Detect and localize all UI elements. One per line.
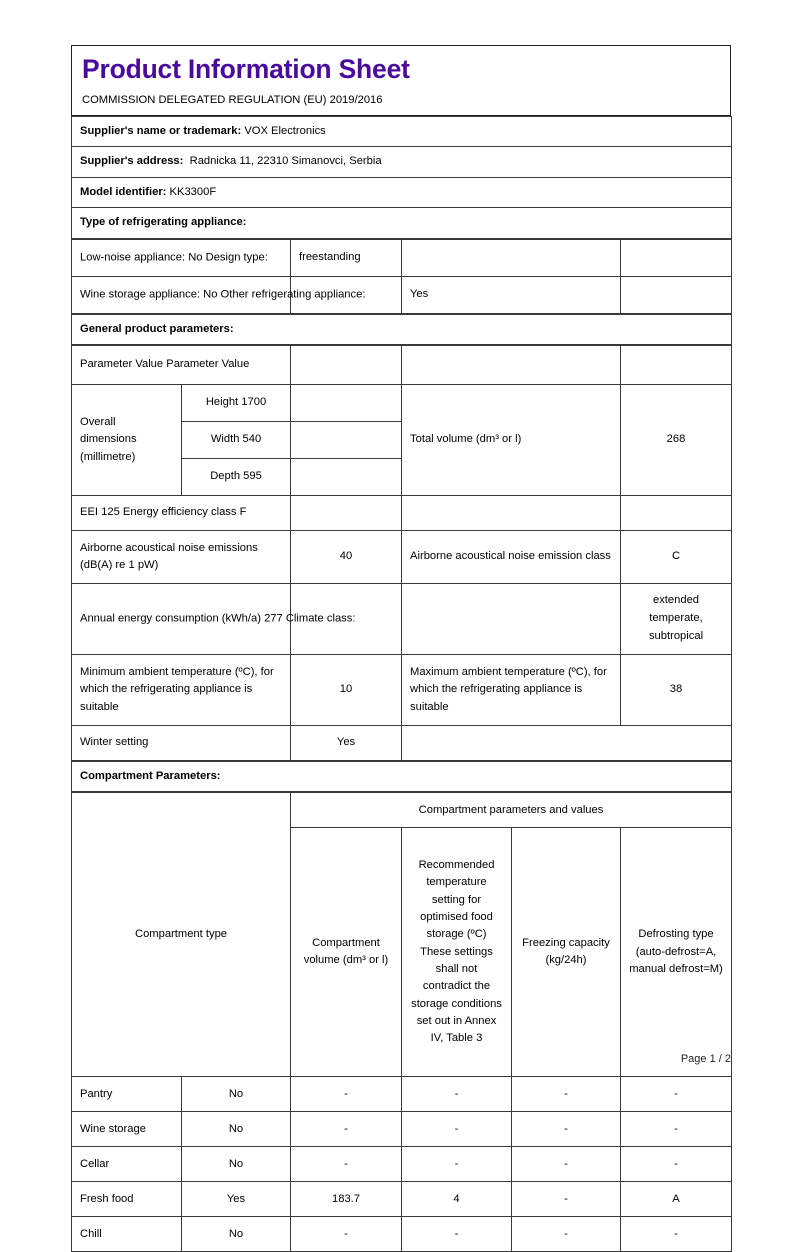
dimension-width-name: Width bbox=[210, 433, 240, 446]
compartment-row-present: No bbox=[182, 1112, 291, 1147]
table-row bbox=[72, 530, 732, 583]
compartment-row-type: Cellar bbox=[72, 1147, 182, 1182]
freezing-capacity-header: Freezing capacity (kg/24h) bbox=[512, 828, 621, 1077]
table-row bbox=[72, 239, 732, 276]
dimension-height-name: Height bbox=[205, 396, 239, 409]
compartment-row-type: Wine storage bbox=[72, 1112, 182, 1147]
max-ambient-temperature-value: 38 bbox=[621, 654, 732, 725]
noise-emissions-value: 40 bbox=[291, 530, 402, 583]
supplier-address-label: Supplier's address: bbox=[80, 155, 184, 168]
compartment-table bbox=[71, 792, 732, 1252]
model-identifier-cell bbox=[72, 177, 732, 207]
appliance-type-empty-cell-2 bbox=[621, 239, 732, 276]
climate-class-empty-2 bbox=[402, 583, 621, 654]
compartment-row-temperature: - bbox=[402, 1112, 512, 1147]
general-parameters-heading: General product parameters: bbox=[72, 314, 732, 344]
appliance-type-heading: Type of refrigerating appliance: bbox=[72, 208, 732, 238]
climate-class-value: extended temperate, subtropical bbox=[621, 583, 732, 654]
design-type-value-cell: freestanding bbox=[291, 239, 402, 276]
dimension-width-cell bbox=[182, 421, 291, 458]
eei-empty-3 bbox=[621, 495, 732, 530]
winter-setting-empty bbox=[402, 725, 732, 760]
compartment-volume-header: Compartment volume (dm³ or l) bbox=[291, 828, 402, 1077]
table-row bbox=[72, 761, 732, 791]
table-row bbox=[72, 384, 732, 421]
compartment-row-temperature: - bbox=[402, 1217, 512, 1252]
general-parameters-heading-table bbox=[71, 314, 732, 345]
recommended-temperature-header: Recommended temperature setting for optimised food storage (ºC) These settings shall not contradict the storage conditions set out in Annex IV, Table 3 bbox=[402, 828, 512, 1077]
page-footer: Page 1 / 2 bbox=[680, 1053, 731, 1065]
appliance-type-empty-cell-1 bbox=[402, 239, 621, 276]
table-row bbox=[72, 495, 732, 530]
compartment-row-present: Yes bbox=[182, 1182, 291, 1217]
compartment-row-freezing: - bbox=[512, 1217, 621, 1252]
table-row bbox=[72, 345, 732, 384]
compartment-row-freezing: - bbox=[512, 1112, 621, 1147]
compartment-row-present: No bbox=[182, 1217, 291, 1252]
compartment-row-defrosting: - bbox=[621, 1147, 732, 1182]
compartment-row-present: No bbox=[182, 1147, 291, 1182]
table-row bbox=[72, 1182, 732, 1217]
max-ambient-temperature-label: Maximum ambient temperature (ºC), for which the refrigerating appliance is suitable bbox=[402, 654, 621, 725]
table-row bbox=[72, 1112, 732, 1147]
supplier-address-value: Radnicka 11, 22310 Simanovci, Serbia bbox=[189, 155, 382, 168]
title-block bbox=[71, 45, 731, 116]
dimension-height-value: 1700 bbox=[241, 396, 267, 409]
annual-energy-consumption-text: Annual energy consumption (kWh/a) 277 Climate class: bbox=[80, 612, 356, 625]
supplier-table bbox=[71, 116, 732, 238]
table-row bbox=[72, 117, 732, 147]
compartment-row-volume: - bbox=[291, 1112, 402, 1147]
compartment-row-defrosting: - bbox=[621, 1112, 732, 1147]
table-row bbox=[72, 177, 732, 207]
dimension-depth-name: Depth bbox=[210, 470, 241, 483]
param-header-empty-2 bbox=[402, 345, 621, 384]
wine-storage-other-appliance-cell bbox=[72, 276, 366, 313]
overall-dimensions-label: Overall dimensions (millimetre) bbox=[72, 384, 182, 495]
eei-empty-2 bbox=[402, 495, 621, 530]
compartment-row-volume: - bbox=[291, 1077, 402, 1112]
parameter-value-header: Parameter Value Parameter Value bbox=[72, 345, 291, 384]
compartment-row-temperature: - bbox=[402, 1077, 512, 1112]
table-row bbox=[72, 1077, 732, 1112]
dimension-depth-cell bbox=[182, 458, 291, 495]
dimension-height-empty bbox=[291, 384, 402, 421]
page-title: Product Information Sheet bbox=[82, 54, 410, 84]
noise-emissions-label: Airborne acoustical noise emissions (dB(A) re 1 pW) bbox=[72, 530, 291, 583]
low-noise-design-type-cell bbox=[72, 239, 291, 276]
compartment-row-defrosting: - bbox=[621, 1217, 732, 1252]
noise-class-value: C bbox=[621, 530, 732, 583]
compartment-heading-table bbox=[71, 761, 732, 792]
min-ambient-temperature-label: Minimum ambient temperature (ºC), for which the refrigerating appliance is suitable bbox=[72, 654, 291, 725]
table-row bbox=[72, 276, 732, 313]
compartment-row-freezing: - bbox=[512, 1077, 621, 1112]
eei-energy-class-cell: EEI 125 Energy efficiency class F bbox=[72, 495, 291, 530]
table-row bbox=[72, 1217, 732, 1252]
compartment-row-type: Pantry bbox=[72, 1077, 182, 1112]
winter-setting-label: Winter setting bbox=[72, 725, 291, 760]
regulation-subtitle: COMMISSION DELEGATED REGULATION (EU) 2019/2016 bbox=[82, 93, 383, 106]
supplier-name-cell bbox=[72, 117, 732, 147]
general-parameters-table bbox=[71, 345, 732, 761]
param-header-empty-1 bbox=[291, 345, 402, 384]
compartment-row-defrosting: - bbox=[621, 1077, 732, 1112]
supplier-name-value: VOX Electronics bbox=[244, 125, 326, 138]
table-row bbox=[72, 583, 732, 654]
compartment-row-freezing: - bbox=[512, 1182, 621, 1217]
eei-empty-1 bbox=[291, 495, 402, 530]
table-row bbox=[72, 654, 732, 725]
supplier-name-label: Supplier's name or trademark: bbox=[80, 125, 242, 138]
compartment-row-temperature: 4 bbox=[402, 1182, 512, 1217]
table-row bbox=[72, 314, 732, 344]
param-header-empty-3 bbox=[621, 345, 732, 384]
compartment-row-present: No bbox=[182, 1077, 291, 1112]
product-information-sheet bbox=[71, 45, 731, 1252]
dimension-depth-value: 595 bbox=[243, 470, 262, 483]
dimension-width-value: 540 bbox=[242, 433, 262, 446]
dimension-depth-empty bbox=[291, 458, 402, 495]
compartment-row-defrosting: A bbox=[621, 1182, 732, 1217]
table-row bbox=[72, 1147, 732, 1182]
table-row bbox=[72, 725, 732, 760]
compartment-type-header: Compartment type bbox=[72, 793, 291, 1077]
appliance-type-table bbox=[71, 239, 732, 314]
other-appliance-value-cell: Yes bbox=[402, 276, 621, 313]
compartment-row-volume: - bbox=[291, 1217, 402, 1252]
supplier-address-cell bbox=[72, 147, 732, 177]
compartment-row-volume: 183.7 bbox=[291, 1182, 402, 1217]
appliance-type-empty-cell-3 bbox=[621, 276, 732, 313]
total-volume-value: 268 bbox=[621, 384, 732, 495]
compartment-row-volume: - bbox=[291, 1147, 402, 1182]
annual-energy-consumption-cell bbox=[72, 583, 356, 654]
low-noise-design-type-text: Low-noise appliance: No Design type: bbox=[80, 250, 268, 263]
table-row bbox=[72, 793, 732, 828]
model-identifier-value: KK3300F bbox=[169, 185, 217, 198]
noise-class-label: Airborne acoustical noise emission class bbox=[402, 530, 621, 583]
compartment-row-type: Chill bbox=[72, 1217, 182, 1252]
table-row bbox=[72, 147, 732, 177]
compartment-row-freezing: - bbox=[512, 1147, 621, 1182]
compartment-row-temperature: - bbox=[402, 1147, 512, 1182]
compartment-row-type: Fresh food bbox=[72, 1182, 182, 1217]
total-volume-label: Total volume (dm³ or l) bbox=[402, 384, 621, 495]
defrosting-type-header: Defrosting type (auto-defrost=A, manual defrost=M) bbox=[621, 828, 732, 1077]
compartment-group-header: Compartment parameters and values bbox=[291, 793, 732, 828]
table-row bbox=[72, 208, 732, 238]
compartment-parameters-heading: Compartment Parameters: bbox=[72, 761, 732, 791]
wine-storage-other-appliance-text: Wine storage appliance: No Other refrigerating appliance: bbox=[80, 287, 366, 300]
dimension-height-cell bbox=[182, 384, 291, 421]
min-ambient-temperature-value: 10 bbox=[291, 654, 402, 725]
dimension-width-empty bbox=[291, 421, 402, 458]
model-identifier-label: Model identifier: bbox=[80, 185, 167, 198]
winter-setting-value: Yes bbox=[291, 725, 402, 760]
